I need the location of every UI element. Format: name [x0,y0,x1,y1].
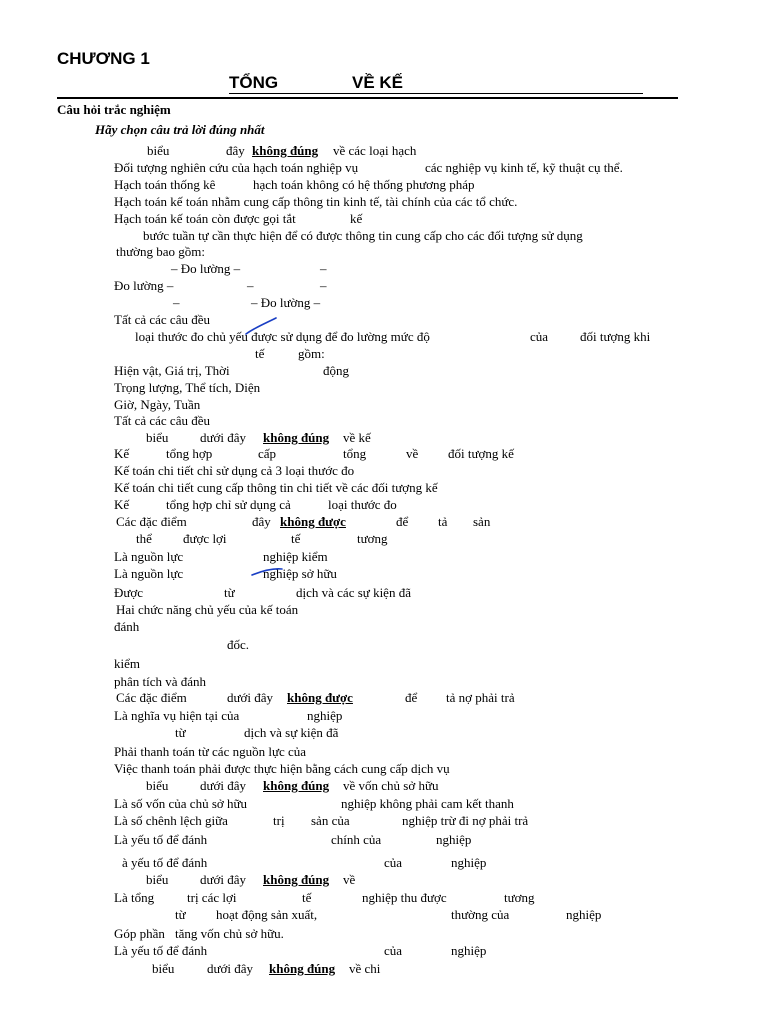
text-segment: nghiệp thu được [362,890,447,905]
text-segment: Việc thanh toán phải được thực hiện bằng cách cung cấp dịch vụ [114,761,450,776]
text-segment: từ [175,725,186,740]
text-segment: đốc. [227,637,250,652]
text-segment: Hạch toán kế toán còn được gọi tắt [114,211,296,226]
text-segment: – [173,295,180,310]
text-segment: Là yếu tố để đánh [114,943,208,958]
text-segment: thường bao gồm: [116,244,206,259]
text-segment: biểu [146,430,169,445]
text-segment: cấp [258,446,277,461]
text-segment: tổng [343,446,367,461]
text-segment: Tất cả các câu đều [114,312,210,327]
text-segment: bước tuần tự cần thực hiện để có được thông tin cung cấp cho các đối tượng sử dụng [143,228,583,243]
emphasis-text: không đúng [269,961,336,976]
text-segment: kiểm [114,656,140,671]
text-segment: tương [504,890,535,905]
text-segment: dưới đây [227,690,274,705]
text-segment: đánh [114,619,140,634]
emphasis-text: không đúng [252,143,319,158]
text-segment: tả nợ phải trả [446,690,515,705]
text-segment: nghiệp [307,708,343,723]
text-segment: tế [255,346,265,361]
text-segment: tế [291,531,301,546]
text-segment: Kế toán chi tiết chỉ sử dụng cả 3 loại thước đo [114,463,355,478]
text-segment: – [320,261,327,276]
chapter-heading: CHƯƠNG 1 [57,49,150,68]
text-segment: về kế [343,430,371,445]
emphasis-text: không được [287,690,353,705]
text-segment: Các đặc điểm [116,690,187,705]
text-segment: gồm: [298,346,325,361]
text-segment: Đo lường – [114,278,174,293]
text-segment: – Đo lường – [251,295,321,310]
text-segment: Là tổng [114,890,155,905]
pen-check-mark [250,565,286,579]
text-segment: hạch toán không có hệ thống phương pháp [253,177,475,192]
text-segment: Tất cả các câu đều [114,413,210,428]
text-segment: Là nguồn lực [114,566,184,581]
text-segment: đây [226,143,245,158]
text-segment: nghiệp [451,943,487,958]
text-segment: Kế toán chi tiết cung cấp thông tin chi tiết về các đối tượng kế [114,480,438,495]
pen-check-mark [244,316,280,338]
text-segment: nghiệp kiểm [263,549,328,564]
text-segment: tổng hợp [166,446,213,461]
section-instruction: Hãy chọn câu trả lời đúng nhất [95,122,265,137]
text-segment: Góp phần [114,926,165,941]
text-segment: Kế [114,497,130,512]
text-segment: Là số vốn của chủ sở hữu [114,796,248,811]
text-segment: chính của [331,832,382,847]
text-segment: à yếu tố để đánh [122,855,208,870]
emphasis-text: không đúng [263,778,330,793]
text-segment: từ [175,907,186,922]
text-segment: – [247,278,254,293]
text-segment: dưới đây [200,430,247,445]
emphasis-text: không đúng [263,430,330,445]
text-segment: Là nghĩa vụ hiện tại của [114,708,240,723]
text-segment: dưới đây [207,961,254,976]
text-segment: nghiệp không phải cam kết thanh [341,796,514,811]
text-segment: Phải thanh toán từ các nguồn lực của [114,744,307,759]
text-segment: trị [273,813,285,828]
heading-rule [57,97,678,99]
text-segment: tương [357,531,388,546]
text-segment: của [384,855,403,870]
text-segment: – Đo lường – [171,261,241,276]
text-segment: của [530,329,549,344]
emphasis-text: không được [280,514,346,529]
text-segment: về [343,872,356,887]
text-segment: về [406,446,419,461]
text-segment: kế [350,211,363,226]
text-segment: tế [302,890,312,905]
text-segment: loại thước đo [328,497,397,512]
text-segment: thể [136,531,152,546]
text-segment: nghiệp trừ đi nợ phải trả [402,813,529,828]
text-segment: Đối tượng nghiên cứu của hạch toán nghiệp vụ [114,160,359,175]
text-segment: nghiệp sở hữu [263,566,337,581]
chapter-title-part2: VỀ KẾ [352,73,404,92]
text-segment: dịch và sự kiện đã [244,725,339,740]
text-segment: Kế [114,446,130,461]
text-segment: sản của [311,813,350,828]
section-heading: Câu hỏi trắc nghiệm [57,102,171,117]
text-segment: biểu [146,872,169,887]
text-segment: về chi [349,961,381,976]
text-segment: loại thước đo chủ yếu được sử dụng để đo lường mức độ [135,329,430,344]
text-segment: Giờ, Ngày, Tuần [114,397,201,412]
text-segment: đối tượng khi [580,329,651,344]
text-segment: Là yếu tố để đánh [114,832,208,847]
text-segment: để [405,690,418,705]
text-segment: biểu [147,143,170,158]
text-segment: động [323,363,349,378]
text-segment: để [396,514,409,529]
text-segment: phân tích và đánh [114,674,207,689]
chapter-title-part1: TỔNG [229,73,279,92]
text-segment: tả [438,514,448,529]
text-segment: sản [473,514,491,529]
text-segment: đây [252,514,271,529]
text-segment: nghiệp [451,855,487,870]
text-segment: biểu [152,961,175,976]
text-segment: đối tượng kế [448,446,514,461]
text-segment: Trọng lượng, Thể tích, Diện [114,380,261,395]
text-segment: Là nguồn lực [114,549,184,564]
text-segment: tổng hợp chỉ sử dụng cả [166,497,291,512]
text-segment: của [384,943,403,958]
text-segment: Hạch toán thống kê [114,177,216,192]
text-segment: dưới đây [200,778,247,793]
text-segment: hoạt động sản xuất, [216,907,318,922]
text-segment: từ [224,585,235,600]
text-segment: tăng vốn chủ sở hữu. [175,926,284,941]
emphasis-text: không đúng [263,872,330,887]
text-segment: về các loại hạch [333,143,417,158]
text-segment: biểu [146,778,169,793]
text-segment: nghiệp [436,832,472,847]
text-segment: trị các lợi [187,890,237,905]
text-segment: Hiện vật, Giá trị, Thời [114,363,230,378]
text-segment: Hai chức năng chủ yếu của kế toán [116,602,299,617]
title-underline [229,93,643,94]
text-segment: Là số chênh lệch giữa [114,813,228,828]
text-segment: – [320,278,327,293]
text-segment: nghiệp [566,907,602,922]
text-segment: được lợi [183,531,227,546]
text-segment: dịch và các sự kiện đã [296,585,411,600]
text-segment: Hạch toán kế toán nhằm cung cấp thông tin kinh tế, tài chính của các tổ chức. [114,194,518,209]
text-segment: Các đặc điểm [116,514,187,529]
text-segment: về vốn chủ sở hữu [343,778,439,793]
text-segment: các nghiệp vụ kinh tế, kỹ thuật cụ thể. [425,160,623,175]
text-segment: Được [114,585,144,600]
text-segment: dưới đây [200,872,247,887]
text-segment: thường của [451,907,510,922]
